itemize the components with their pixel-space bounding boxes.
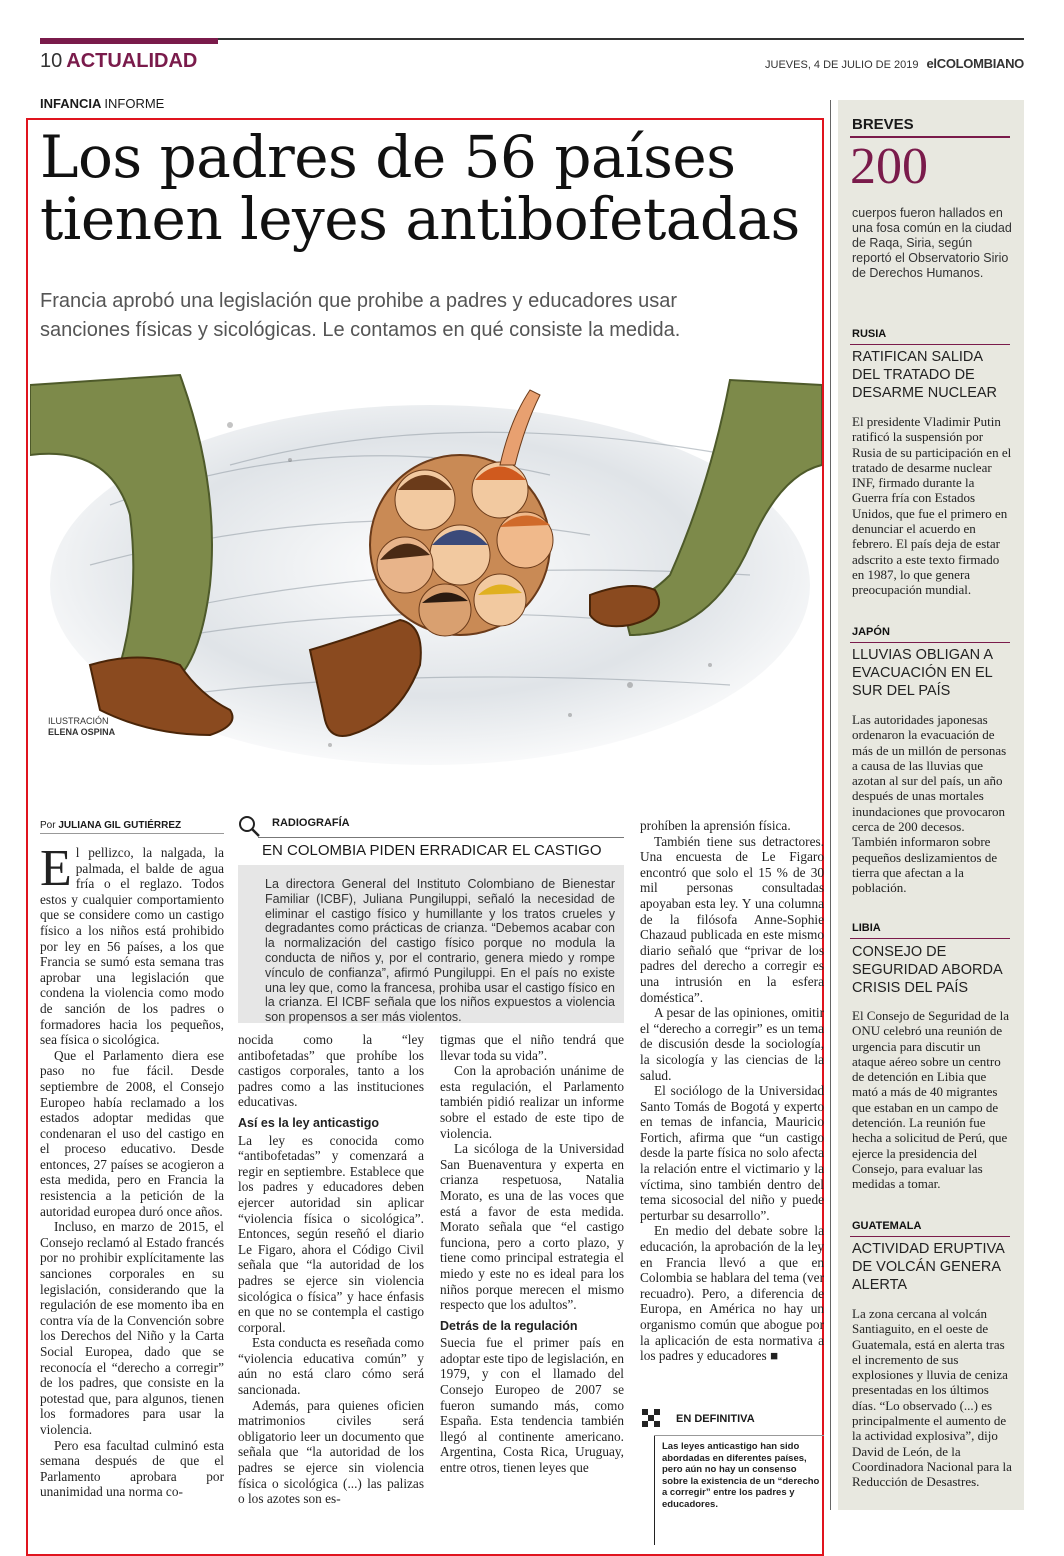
paragraph: La sicóloga de la Universidad San Buenaventura y experta en crianza respetuosa, Natalia Morato, es una de las voces que está a favor de esta medida. Morato señala que “el castigo funciona, pero a corto plazo, y tiene como principal estrategia el miedo y este no es ideal para los niños porque merecen el mismo respecto que los adultos”. (440, 1141, 624, 1313)
brief-tag: GUATEMALA (852, 1220, 922, 1232)
byline-author: JULIANA GIL GUTIÉRREZ (58, 820, 182, 831)
deck-line-2: sanciones físicas y sicológicas. Le contamos en qué consiste la medida. (40, 319, 681, 341)
issue-date: JUEVES, 4 DE JULIO DE 2019 (765, 59, 919, 71)
brief-title: CONSEJO DE SEGURIDAD ABORDA CRISIS DEL PAÍS (852, 944, 1002, 996)
kicker-topic: INFANCIA (40, 96, 102, 111)
kicker-type: INFORME (104, 96, 165, 111)
dateline (765, 56, 1024, 71)
page-number: 10 (40, 50, 63, 72)
illustration-credit (48, 716, 115, 738)
kicker (40, 96, 164, 111)
paragraph: nocida como la “ley antibofetadas” que prohíbe los castigos corporales, tanto a los padres como a las instituciones educativas. (238, 1032, 424, 1110)
paragraph: A pesar de las opiniones, omitir el “derecho a corregir” es un tema de discusión desde la sociología, la sicología y las ciencias de la salud. (640, 1005, 824, 1083)
byline (40, 820, 224, 834)
section-name: ACTUALIDAD (66, 50, 198, 72)
deck (40, 287, 820, 345)
divider (654, 1435, 655, 1545)
divider (258, 837, 624, 838)
paragraph: También tiene sus detractores. Una encuesta de Le Figaro encontró que solo el 15 % de 30 mil personas consultadas apoyaban esta ley. Y una columna de la filósofa Anne-Sophie Chazaud publicada en este mismo diario señaló que “privar de los padres del derecho a corregir es una intrusión en la esfera doméstica”. (640, 833, 824, 1005)
breves-lead: cuerpos fueron hallados en una fosa común en la ciudad de Raqa, Siria, según reportó el Observatorio Sirio de Derechos Humanos. (852, 206, 1012, 280)
brief-text: La zona cercana al volcán Santiaguito, en el oeste de Guatemala, está en alerta tras el incremento de sus explosiones y lluvia de ceniza presentadas en los últimos días. “Lo observado (...) es principalmente el aumento de la actividad explosiva”, dijo David de León, de la Coordinadora Nacional para la Reducción de Desastres. (852, 1306, 1012, 1490)
magnifier-icon (238, 815, 260, 837)
credit-author: ELENA OSPINA (48, 727, 116, 737)
paragraph: Incluso, en marzo de 2015, el Consejo reclamó al Estado francés por no prohibir explícitamente las sanciones corporales en su legislación, considerando que la regulación de ese momento iba en contra vía de la Convención sobre los Derechos del Niño y la Carta Social Europea, dado que se reconocía el “derecho a corregir” de los padres, que consiste en la potestad que, para algunos, tienen los formadores para usar la violencia. (40, 1219, 224, 1437)
radiografia-text: La directora General del Instituto Colombiano de Bienestar Familiar (ICBF), Juliana Pungiluppi, señaló la necesidad de eliminar el castigo físico y humillante y los tratos crueles y degradantes como prácticas de crianza. “Debemos acabar con la normalización del castigo físico porque no modula la conducta de niños y, por el contrario, genera miedo y rompe vínculo de confianza”, afirmó Pungiluppi. En el país no existe una ley que, como la francesa, prohiba usar el castigo físico en la crianza. El ICBF señala que los niños expuestos a violencia son propensos a ser más violentos. (265, 877, 615, 1025)
divider (850, 642, 1010, 643)
divider (850, 1236, 1010, 1237)
brief-tag: RUSIA (852, 328, 887, 340)
brief-title: LLUVIAS OBLIGAN A EVACUACIÓN EN EL SUR DEL PAÍS (852, 647, 993, 699)
paragraph: tigmas que el niño tendrá que llevar toda su vida”. (440, 1032, 624, 1063)
paragraph: Esta conducta es reseñada como “violencia educativa común” y aún no está claro cómo será sancionada. (238, 1335, 424, 1398)
deck-line-1: Francia aprobó una legislación que prohibe a padres y educadores usar (40, 290, 678, 312)
brief-text: El presidente Vladimir Putin ratificó la suspensión por Rusia de su participación en el tratado de desarme nuclear INF, firmado durante la Guerra fría con Estados Unidos, que fue el primero en denunciar el acuerdo en febrero. El país deja de estar adscrito a este texto firmado en 1987, lo que genera preocupación mundial. (852, 414, 1012, 598)
divider (850, 938, 1010, 939)
article-column-3 (440, 1032, 624, 1476)
paragraph: l pellizco, la nalgada, la palmada, el balde de agua fría o el reglazo. Todos estos y cualquier comportamiento que se considere como un castigo físico a los niños está prohibido por ley en 56 países, a los que Francia se sumó esta semana tras aprobar una legislación que condena la violencia como modo de sanción de los padres o formadores hacia los pequeños, sea física o sicológica. (40, 845, 224, 1048)
brief-tag: LIBIA (852, 922, 881, 934)
byline-prefix: Por (40, 820, 56, 831)
headline (40, 123, 820, 253)
drop-cap: E (40, 840, 72, 897)
subheading: Detrás de la regulación (440, 1318, 578, 1333)
en-definitiva-text: Las leyes anticastigo han sido abordadas en diferentes países, pero aún no hay un consenso sobre la existencia de un “derecho a corregir” entre los padres y educadores. (662, 1441, 820, 1510)
article-column-1 (40, 840, 224, 1500)
paragraph: Con la aprobación unánime de esta regulación, el Parlamento también pidió realizar un informe sobre el estado de este tipo de violencia. (440, 1063, 624, 1141)
headline-line-2: tienen leyes antibofetadas (40, 185, 800, 253)
brief-title: RATIFICAN SALIDA DEL TRATADO DE DESARME NUCLEAR (852, 349, 998, 401)
top-rule-accent (40, 38, 218, 44)
paragraph: Además, para quienes oficien matrimonios civiles será obligatorio leer un documento que señala que “la autoridad de los padres se ejerce sin violencia física o sicológica (...) las palizas o los azotes son es- (238, 1397, 424, 1507)
article-column-2 (238, 1032, 424, 1507)
paragraph: La ley es conocida como “antibofetadas” y comenzará a regir en septiembre. Establece que los padres y educadores deben ejercer autoridad sin aplicar “violencia física o sicológica”. Entonces, según reseñó el diario Le Figaro, ahora el Código Civil señala que “la autoridad de los padres se ejerce sin violencia sicológica o física” y hace énfasis en que no se contempla el castigo corporal. (238, 1132, 424, 1335)
paragraph: prohíben la aprensión física. (640, 818, 791, 833)
radiografia-title: EN COLOMBIA PIDEN ERRADICAR EL CASTIGO (262, 842, 602, 859)
sidebar-rule (830, 100, 831, 1510)
subheading: Así es la ley anticastigo (238, 1115, 380, 1130)
credit-label: ILUSTRACIÓN (48, 716, 109, 726)
paragraph: En medio del debate sobre la educación, la aprobación de la ley en Francia llevó a que en Colombia se hablara del tema (ver recuadro). Pero, a diferencia de Europa, en América no hay un organismo común que abogue por la aplicación de esta normativa a los padres y educadores ■ (640, 1223, 824, 1364)
brief-text: Las autoridades japonesas ordenaron la evacuación de más de un millón de personas a causa de las lluvias que azotan al sur del país, un año después de unas mortales inundaciones que provocaron cerca de 200 decesos. También informaron sobre pequeños deslizamientos de tierra que afectan a la población. (852, 712, 1007, 896)
en-definitiva-label: EN DEFINITIVA (676, 1413, 755, 1425)
newspaper-logo: elCOLOMBIANO (926, 56, 1024, 71)
section-title (40, 50, 197, 73)
breves-big-number: 200 (850, 138, 928, 195)
breves-title: BREVES (852, 116, 914, 133)
brief-title: ACTIVIDAD ERUPTIVA DE VOLCÁN GENERA ALERTA (852, 1241, 1005, 1293)
divider (654, 1435, 824, 1436)
headline-line-1: Los padres de 56 países (40, 123, 736, 191)
article-column-4 (640, 818, 824, 1364)
illustration (30, 365, 822, 805)
paragraph: Suecia fue el primer país en adoptar este tipo de legislación, en 1979, y con el llamado del Consejo Europeo de 2007 se fueron sumando más, como España. Esta tendencia también llegó al continente americano. Argentina, Costa Rica, Uruguay, entre otros, tienen leyes que (440, 1335, 624, 1476)
brief-tag: JAPÓN (852, 626, 890, 638)
paragraph: Que el Parlamento diera ese paso no fue fácil. Desde septiembre de 2008, el Consejo Europeo había reclamado a los estados adoptar medidas que condenaran el uso del castigo en el proceso educativo. Desde entonces, 27 países se acogieron a esta medida, pero en Francia la resistencia a la petición de la autoridad europea duró once años. (40, 1047, 224, 1219)
brief-text: El Consejo de Seguridad de la ONU celebró una reunión de urgencia para discutir un ataque aéreo sobre un centro de detención en Libia que mató a más de 40 migrantes que estaban en un campo de detención. La reunión fue hecha a solicitud de Perú, que ejerce la presidencia del Consejo, para evaluar las medidas a tomar. (852, 1008, 1010, 1192)
paragraph: Pero esa facultad culminó esta semana después de que el Parlamento aprobara por unanimidad una norma co- (40, 1437, 224, 1500)
en-definitiva-box (640, 1407, 824, 1552)
divider (850, 344, 1010, 345)
radiografia-label: RADIOGRAFÍA (272, 817, 350, 829)
checkered-icon (642, 1409, 662, 1429)
paragraph: El sociólogo de la Universidad Santo Tomás de Bogotá y experto en temas de infancia, Mauricio Fortich, afirma que “un castigo desde la parte física no solo afecta la relación entre el victimario y la víctima, sino también dentro del tema sicosocial del niño y puede perturbar su desarrollo”. (640, 1083, 824, 1223)
